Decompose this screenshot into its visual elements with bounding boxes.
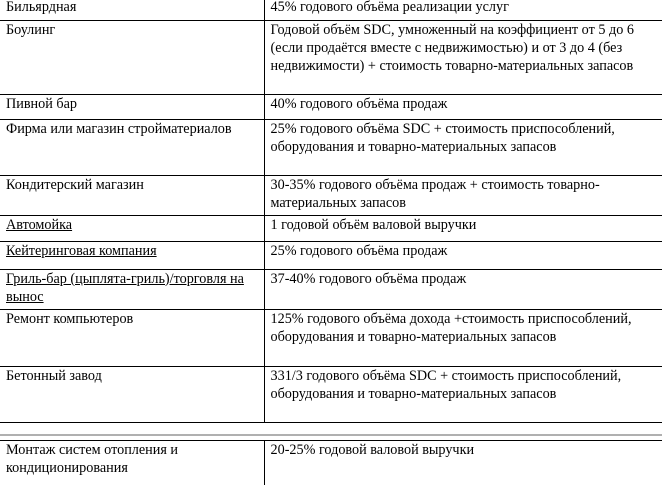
business-cell: [0, 366, 264, 422]
valuation-cell: [264, 366, 662, 422]
valuation-table-continued: [0, 440, 662, 485]
valuation-cell: [264, 0, 662, 20]
business-name: Монтаж систем отопления и кондиционирования: [6, 441, 264, 477]
valuation-cell: [264, 269, 662, 309]
valuation-text: 1 годовой объём валовой выручки: [271, 216, 662, 234]
valuation-text: Годовой объём SDC, умноженный на коэффициент от 5 до 6 (если продаётся вместе с недвижимостью) и от 3 до 4 (без недвижимости) + стоимость товарно-материальных запасов: [271, 21, 662, 75]
page-break-divider: [0, 434, 662, 436]
business-name: Гриль-бар (цыплята-гриль)/торговля на вынос: [6, 270, 264, 306]
table-row: [0, 215, 662, 241]
business-name: Боулинг: [6, 21, 264, 39]
valuation-text: 25% годового объёма SDC + стоимость приспособлений, оборудования и товарно-материальных запасов: [271, 120, 662, 156]
table-row: [0, 366, 662, 422]
valuation-text: 20-25% годовой валовой выручки: [271, 441, 662, 459]
business-name: Автомойка: [6, 216, 264, 234]
valuation-cell: [264, 241, 662, 269]
valuation-cell: [264, 215, 662, 241]
valuation-text: 125% годового объёма дохода +стоимость приспособлений, оборудования и товарно-материальных запасов: [271, 310, 662, 346]
table-row: [0, 0, 662, 20]
valuation-cell: [264, 309, 662, 366]
valuation-cell: [264, 441, 662, 485]
valuation-cell: [264, 94, 662, 119]
business-name: Кондитерский магазин: [6, 176, 264, 194]
valuation-text: 331/3 годового объёма SDC + стоимость приспособлений, оборудования и товарно-материальных запасов: [271, 367, 662, 403]
business-name: Ремонт компьютеров: [6, 310, 264, 328]
valuation-text: 37-40% годового объёма продаж: [271, 270, 662, 288]
business-cell: [0, 269, 264, 309]
business-name: Кейтеринговая компания: [6, 242, 264, 260]
business-cell: [0, 0, 264, 20]
business-cell: [0, 119, 264, 175]
business-name: Бетонный завод: [6, 367, 264, 385]
business-cell: [0, 309, 264, 366]
table-row: [0, 20, 662, 94]
business-name: Пивной бар: [6, 95, 264, 113]
business-cell: [0, 20, 264, 94]
business-cell: [0, 175, 264, 215]
valuation-text: 30-35% годового объёма продаж + стоимость товарно-материальных запасов: [271, 176, 662, 212]
valuation-cell: [264, 175, 662, 215]
business-name: Фирма или магазин стройматериалов: [6, 120, 264, 138]
business-cell: [0, 215, 264, 241]
business-cell: [0, 241, 264, 269]
valuation-text: 25% годового объёма продаж: [271, 242, 662, 260]
business-name: Бильярдная: [6, 0, 264, 16]
table-row: [0, 94, 662, 119]
table-row: [0, 241, 662, 269]
valuation-text: 40% годового объёма продаж: [271, 95, 662, 113]
valuation-cell: [264, 119, 662, 175]
table-row: [0, 175, 662, 215]
business-cell: [0, 441, 264, 485]
business-cell: [0, 94, 264, 119]
table-row: [0, 441, 662, 485]
table-row: [0, 309, 662, 366]
valuation-cell: [264, 20, 662, 94]
table-row: [0, 269, 662, 309]
valuation-text: 45% годового объёма реализации услуг: [271, 0, 662, 16]
table-row: [0, 119, 662, 175]
